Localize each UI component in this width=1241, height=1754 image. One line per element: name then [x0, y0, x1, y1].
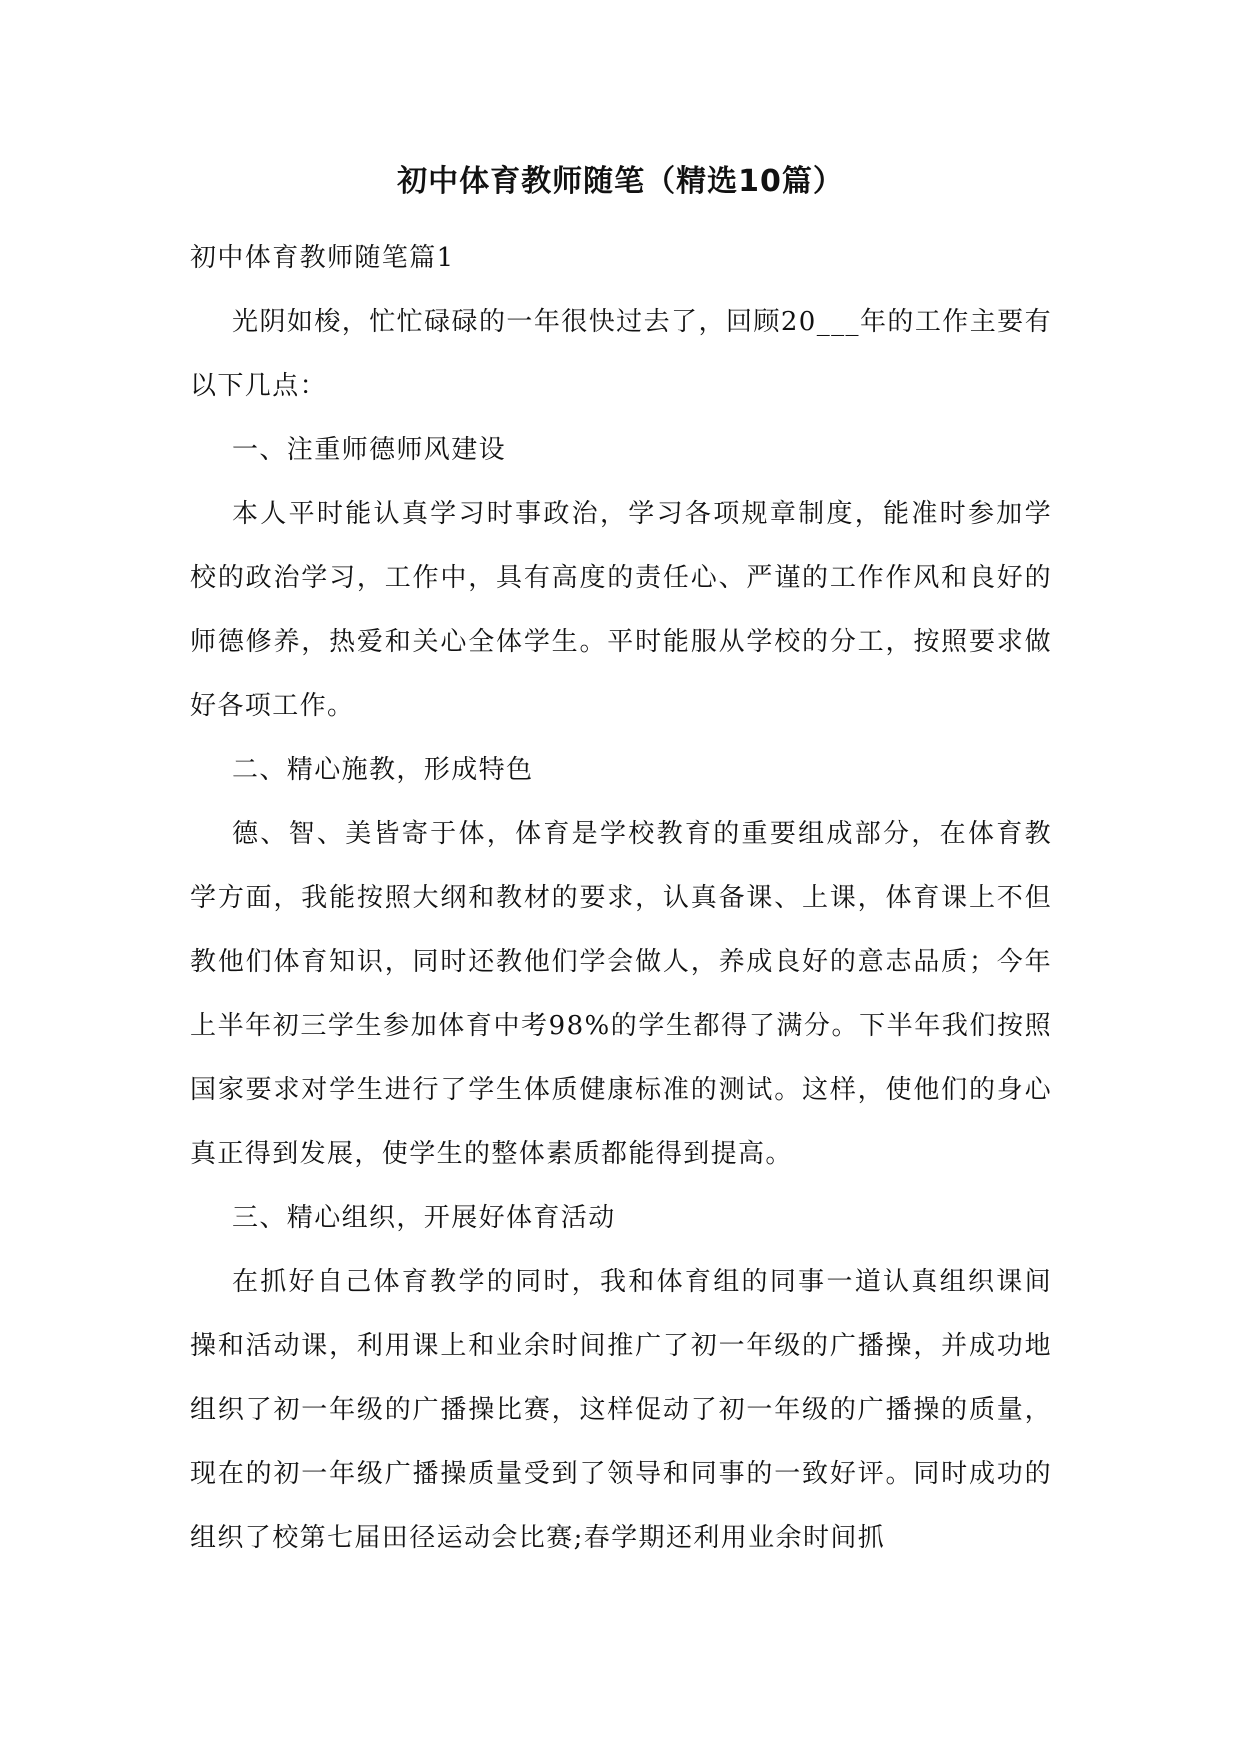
document-title: 初中体育教师随笔（精选10篇） [397, 164, 844, 199]
section-heading: 初中体育教师随笔篇1 [190, 243, 455, 273]
paragraph-2: 德、智、美皆寄于体，体育是学校教育的重要组成部分，在体育教学方面，我能按照大纲和教材的要求，认真备课、上课，体育课上不但教他们体育知识，同时还教他们学会做人，养成良好的意志品质；今年上半年初三学生参加体育中考98%的学生都得了满分。下半年我们按照国家要求对学生进行了学生体质健康标准的测试。这样，使他们的身心真正得到发展，使学生的整体素质都能得到提高。 [190, 819, 1052, 1169]
subheading-2: 二、精心施教，形成特色 [232, 755, 534, 785]
paragraph-3: 在抓好自己体育教学的同时，我和体育组的同事一道认真组织课间操和活动课，利用课上和业余时间推广了初一年级的广播操，并成功地组织了初一年级的广播操比赛，这样促动了初一年级的广播操的质量，现在的初一年级广播操质量受到了领导和同事的一致好评。同时成功的组织了校第七届田径运动会比赛;春学期还利用业余时间抓 [190, 1267, 1052, 1553]
subheading-1: 一、注重师德师风建设 [232, 435, 507, 465]
subheading-3: 三、精心组织，开展好体育活动 [232, 1203, 616, 1233]
paragraph-1: 本人平时能认真学习时事政治，学习各项规章制度，能准时参加学校的政治学习，工作中，具有高度的责任心、严谨的工作作风和良好的师德修养，热爱和关心全体学生。平时能服从学校的分工，按照要求做好各项工作。 [190, 499, 1052, 721]
paragraph-intro: 光阴如梭，忙忙碌碌的一年很快过去了，回顾20___年的工作主要有以下几点： [190, 307, 1052, 401]
document-body [190, 226, 1052, 1570]
